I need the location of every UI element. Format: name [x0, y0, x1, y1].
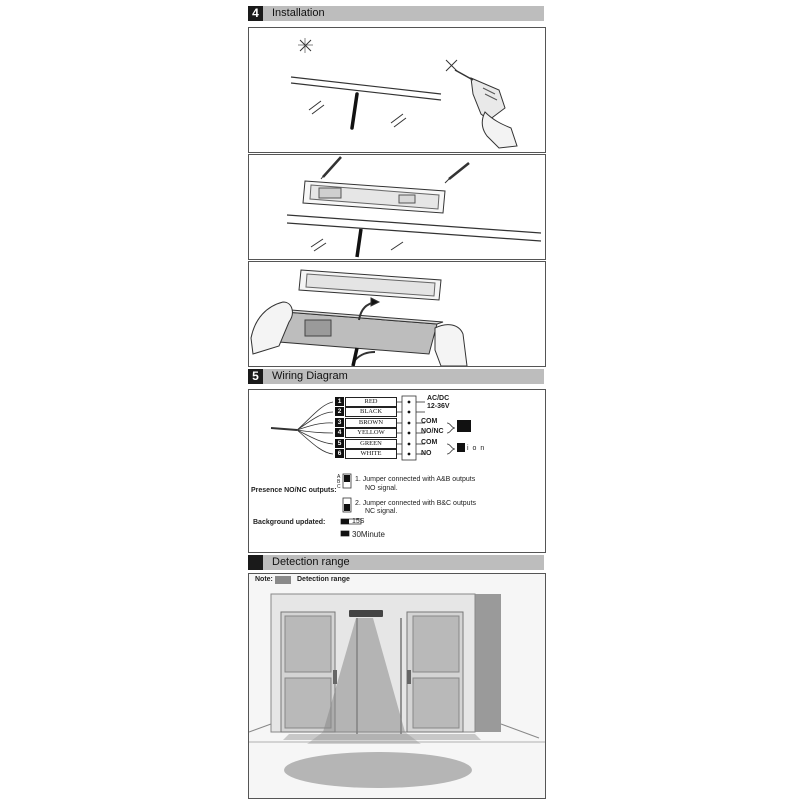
sensor-device [349, 610, 383, 617]
wire-color-label: WHITE [345, 449, 397, 459]
jumper2-sub: NC signal. [365, 508, 398, 515]
detection-area-ellipse [284, 752, 472, 788]
jumper-letter: A [337, 474, 341, 480]
jumper1-sub: NO signal. [365, 485, 398, 492]
com-label: COM [421, 418, 438, 425]
wire-color-label: YELLOW [345, 428, 397, 438]
drill-icon [455, 70, 517, 148]
wire-color-label: RED [345, 397, 397, 407]
wire-color-label: BROWN [345, 418, 397, 428]
section-title: Installation [272, 7, 325, 19]
wire-number: 1 [335, 397, 344, 406]
installation-header [248, 6, 544, 21]
install-step-mount [248, 154, 546, 260]
relay-output-block [457, 420, 471, 432]
mount-illustration [249, 155, 545, 259]
relay-output-block-2 [457, 443, 465, 452]
detection-illustration [248, 573, 546, 799]
drill-illustration [249, 28, 545, 152]
option-30minute: 30Minute [352, 530, 385, 539]
wiring-lines [249, 390, 545, 552]
wiring-header [248, 369, 544, 384]
wiring-diagram [248, 389, 546, 553]
wire-color-label: BLACK [345, 407, 397, 417]
option-15s: 15S [352, 518, 365, 525]
jumper1-text: 1. Jumper connected with A&B outputs [355, 476, 476, 483]
power-label: AC/DC [427, 395, 450, 402]
wire-number: 4 [335, 428, 344, 437]
wire-number: 3 [335, 418, 344, 427]
com-label-2: COM [421, 439, 438, 446]
wire-number: 2 [335, 407, 344, 416]
jumper2-text: 2. Jumper connected with B&C outputs [355, 500, 477, 507]
wire-number: 5 [335, 439, 344, 448]
section-title: Detection range [272, 556, 350, 568]
note-label: Note: [255, 576, 273, 583]
jumper-letter: C [337, 484, 341, 490]
note-text: Detection range [297, 576, 350, 583]
detection-scene [249, 574, 545, 798]
section-number: 5 [248, 369, 263, 384]
jumper-letter: B [337, 479, 341, 485]
section-title: Wiring Diagram [272, 370, 348, 382]
detection-header [248, 555, 544, 570]
note-swatch [275, 576, 291, 584]
install-step-drill [248, 27, 546, 153]
no-label: NO [421, 450, 432, 457]
ion-text: i o n [467, 445, 486, 452]
install-step-cover [248, 261, 546, 367]
cover-illustration [249, 262, 545, 366]
power-value: 12-36V [427, 403, 450, 410]
nonc-label: NO/NC [421, 428, 444, 435]
wire-number: 6 [335, 449, 344, 458]
presence-label: Presence NO/NC outputs: [251, 487, 337, 494]
section-number: 4 [248, 6, 263, 21]
section-marker [248, 555, 263, 570]
background-updated-label: Background updated: [253, 519, 326, 526]
wire-color-label: GREEN [345, 439, 397, 449]
